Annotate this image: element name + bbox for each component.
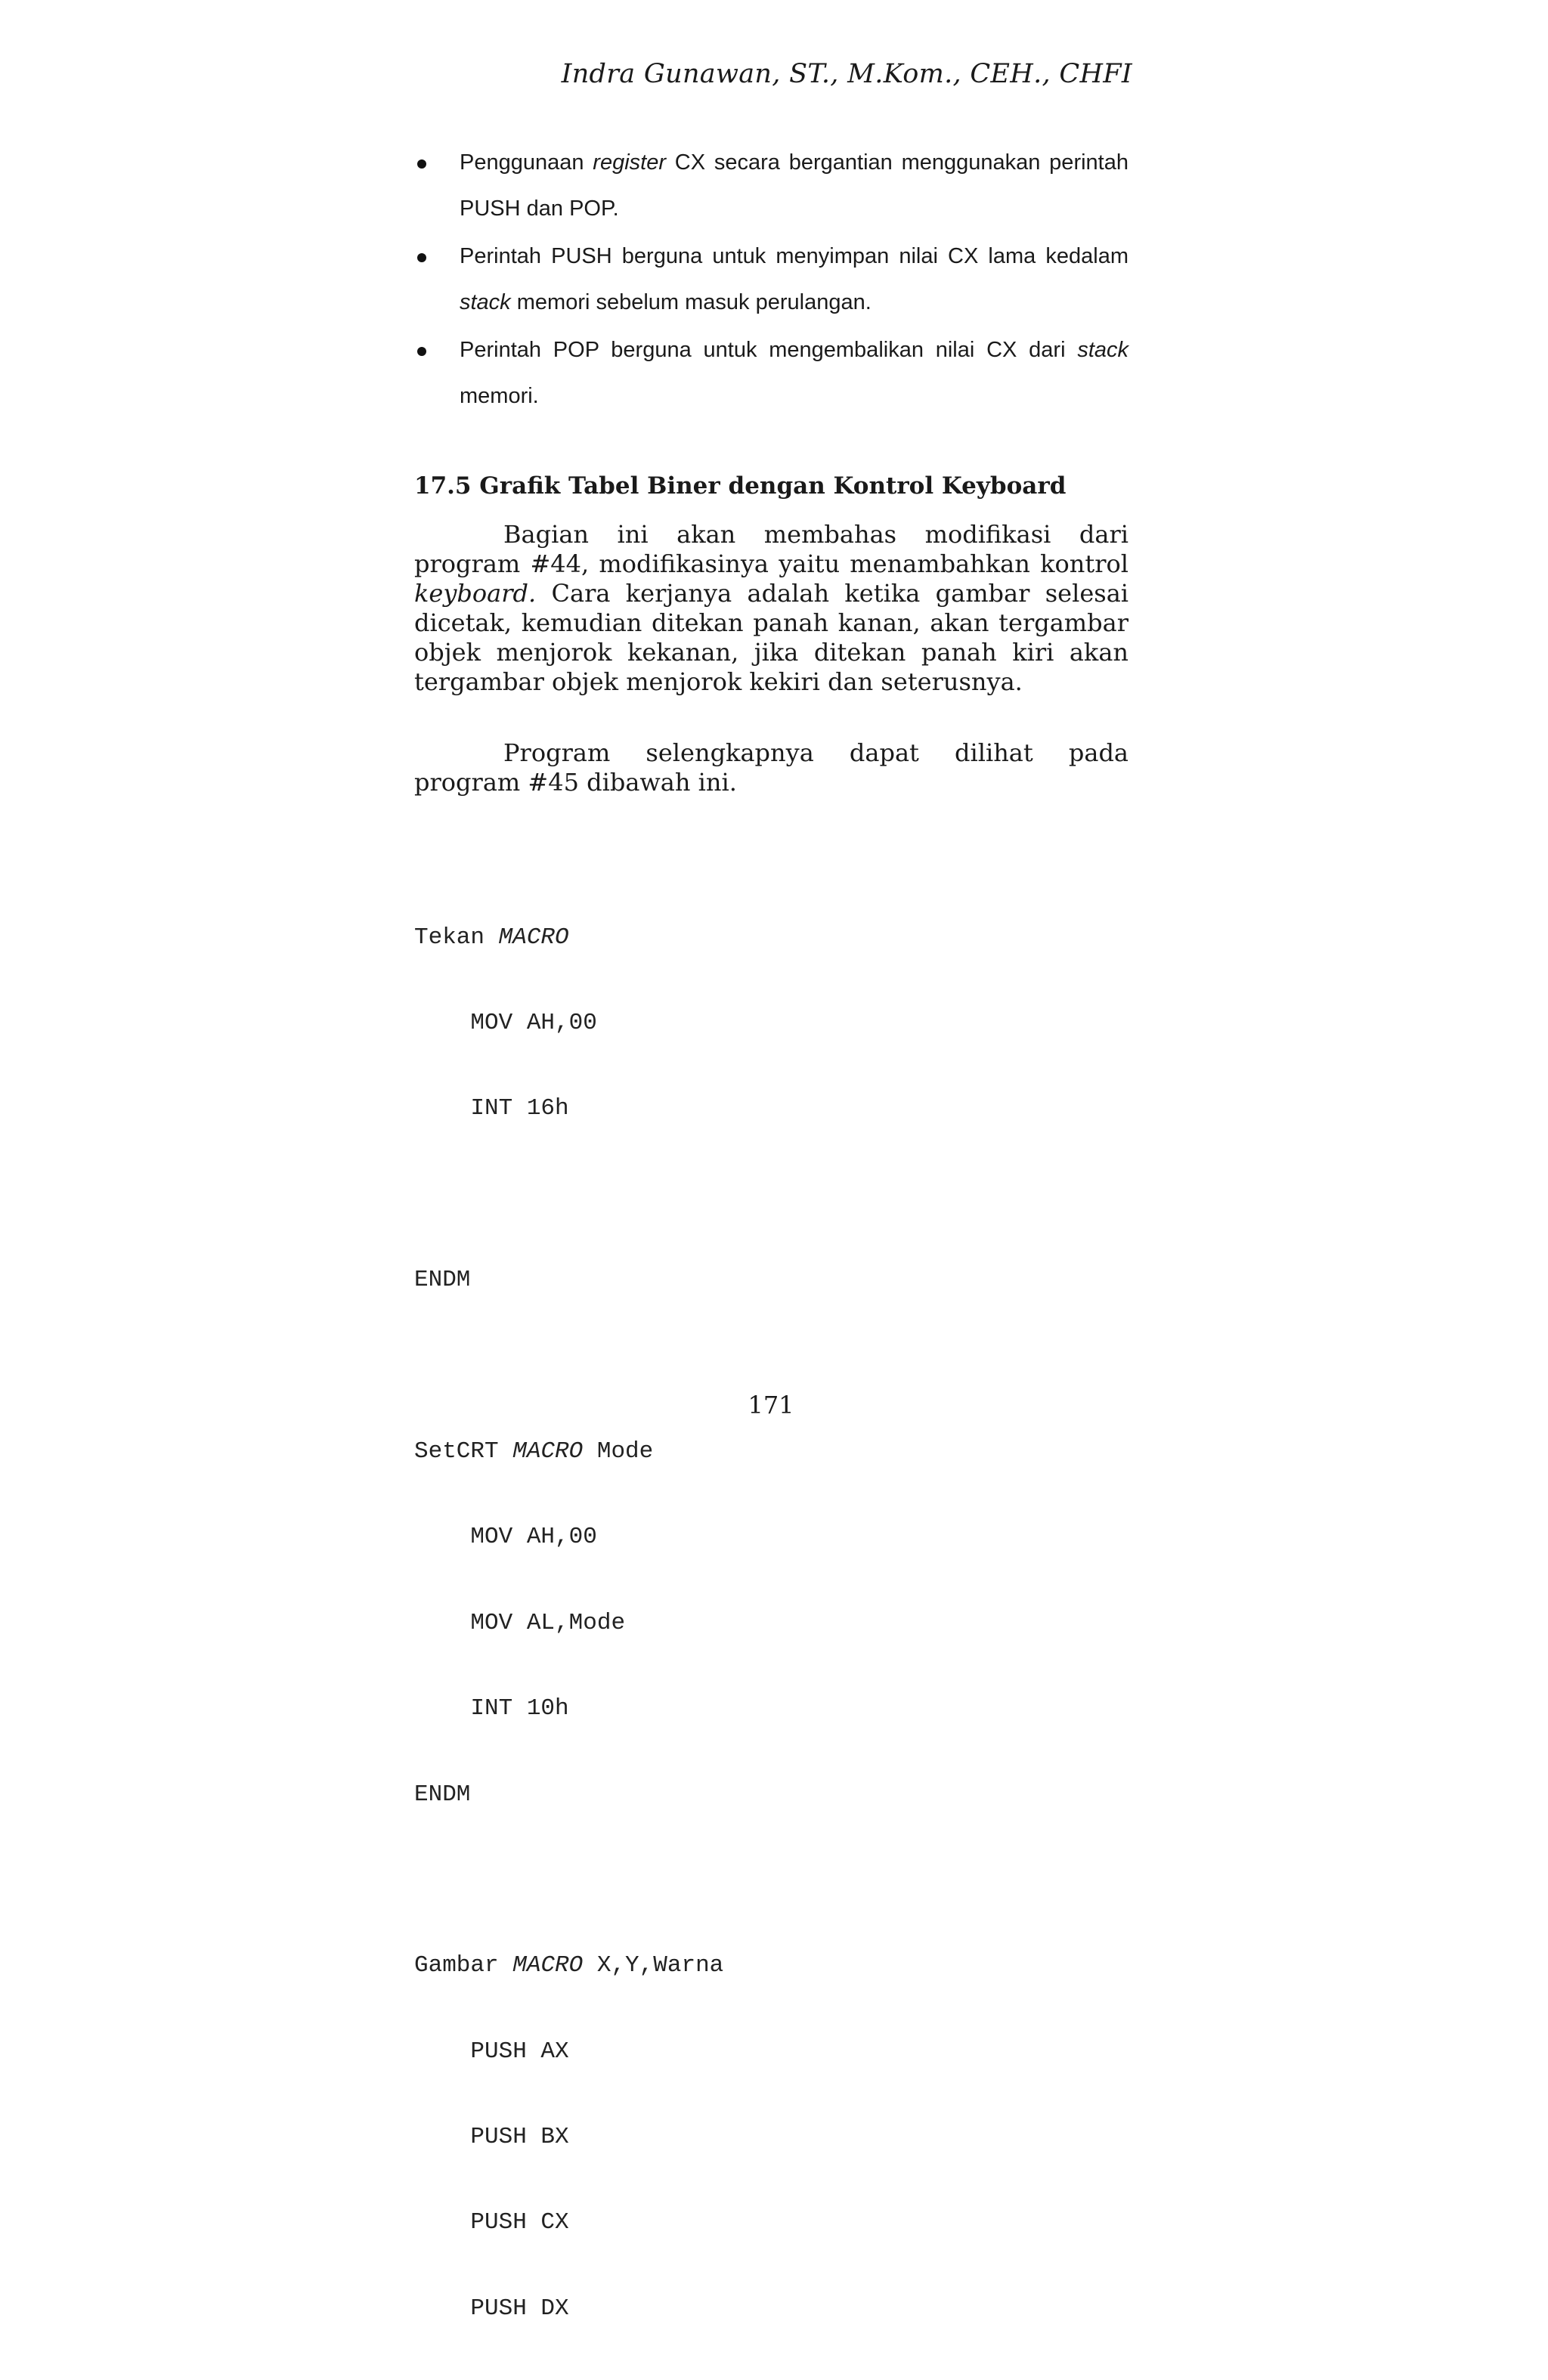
code-listing (414, 866, 1094, 2380)
code-line: PUSH CX (414, 2209, 569, 2236)
bullet-text-post: CX secara bergantian menggunakan perintah PUSH dan POP. (460, 150, 1128, 221)
code-line: MOV AL,Mode (414, 1609, 626, 1636)
running-header-author: Indra Gunawan, ST., M.Kom., CEH., CHFI (561, 59, 1132, 89)
code-line: Gambar MACRO X,Y,Warna (414, 1952, 724, 1979)
code-line: PUSH AX (414, 2038, 569, 2065)
code-line: MOV AH,00 (414, 1524, 597, 1551)
code-line (414, 1181, 1094, 1209)
code-line: INT 16h (414, 1095, 569, 1122)
page-number: 171 (748, 1391, 794, 1419)
bullet-dot-icon (417, 347, 426, 356)
paragraph-text: Program selengkapnya dapat dilihat pada program #45 dibawah ini. (414, 738, 1128, 797)
body-paragraph (414, 520, 1128, 697)
bullet-text-emphasis: stack (460, 290, 511, 314)
bullet-list (414, 140, 1128, 421)
body-paragraph (414, 738, 1128, 797)
code-line: SetCRT MACRO Mode (414, 1438, 654, 1465)
bullet-text-post: memori. (460, 384, 539, 408)
section-heading: 17.5 Grafik Tabel Biner dengan Kontrol Keyboard (414, 472, 1067, 500)
bullet-text-emphasis: stack (1077, 338, 1128, 362)
code-line: INT 10h (414, 1695, 569, 1722)
bullet-text-pre: Perintah POP berguna untuk mengembalikan nilai CX dari (460, 338, 1078, 362)
code-line (414, 1866, 1094, 1895)
code-line (414, 1352, 1094, 1381)
code-line: PUSH BX (414, 2124, 569, 2151)
paragraph-text-post: Cara kerjanya adalah ketika gambar selesai dicetak, kemudian ditekan panah kanan, akan tergambar objek menjorok kekanan, jika ditekan panah kiri akan tergambar objek menjorok kekiri dan seterusnya. (414, 579, 1128, 696)
bullet-item (414, 140, 1128, 232)
paragraph-text-emphasis: keyboard. (414, 579, 537, 608)
bullet-item (414, 327, 1128, 419)
code-line: ENDM (414, 1781, 471, 1808)
bullet-text-emphasis: register (593, 150, 666, 175)
code-line: MOV AH,00 (414, 1009, 597, 1036)
code-line: PUSH DX (414, 2295, 569, 2322)
bullet-dot-icon (417, 253, 426, 262)
bullet-text-pre: Penggunaan (460, 150, 593, 175)
bullet-item (414, 234, 1128, 326)
paragraph-text-pre: Bagian ini akan membahas modifikasi dari program #44, modifikasinya yaitu menambahkan kontrol (414, 520, 1128, 578)
code-line: Tekan MACRO (414, 924, 569, 951)
bullet-dot-icon (417, 159, 426, 169)
code-line: ENDM (414, 1267, 471, 1294)
bullet-text-pre: Perintah PUSH berguna untuk menyimpan nilai CX lama kedalam (460, 244, 1128, 268)
bullet-text-post: memori sebelum masuk perulangan. (510, 290, 872, 314)
